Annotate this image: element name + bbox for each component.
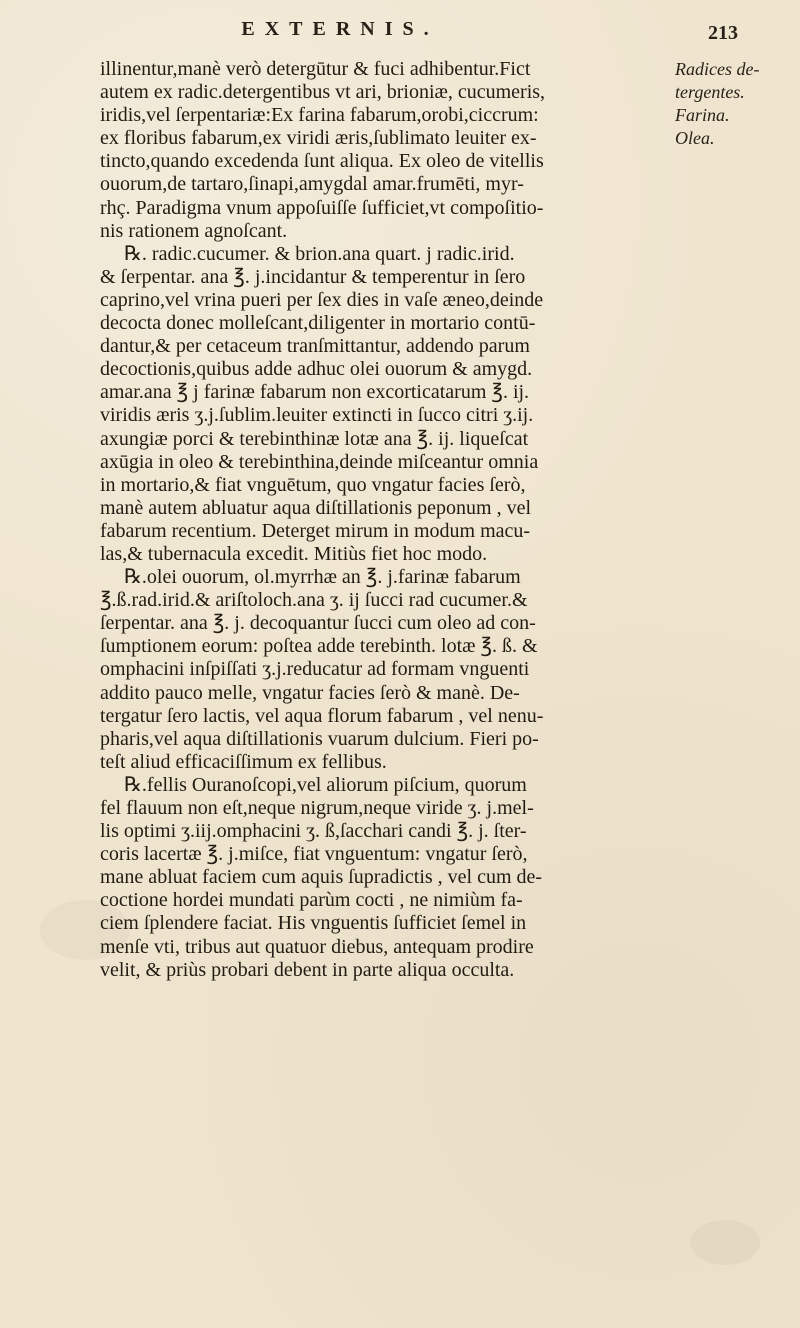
- text-line: omphacini inſpiſſati ʒ.j.reducatur ad formam vnguenti: [100, 658, 530, 681]
- text-line: ℞. radic.cucumer. & brion.ana quart. j radic.irid.: [124, 242, 515, 265]
- text-line: ex floribus fabarum,ex viridi æris,ſublimato leuiter ex-: [100, 127, 537, 150]
- text-line: las,& tubernacula excedit. Mitiùs fiet hoc modo.: [100, 542, 488, 565]
- text-line: ℞.fellis Ouranoſcopi,vel aliorum piſcium, quorum: [124, 773, 527, 796]
- margin-note-line: tergentes.: [675, 82, 745, 103]
- text-line: decocta donec molleſcant,diligenter in mortario contū-: [100, 312, 536, 335]
- text-line: & ſerpentar. ana ℥. j.incidantur & temperentur in ſero: [100, 265, 526, 288]
- text-line: axungiæ porci & terebinthinæ lotæ ana ℥. ij. liqueſcat: [100, 427, 529, 450]
- text-line: fel flauum non eſt,neque nigrum,neque viride ʒ. j.mel-: [100, 797, 534, 819]
- text-line: tergatur ſero lactis, vel aqua florum fabarum , vel nenu-: [100, 704, 544, 727]
- text-line: caprino,vel vrina pueri per ſex dies in vaſe æneo,deinde: [100, 288, 544, 311]
- text-line: decoctionis,quibus adde adhuc olei ouorum & amygd.: [100, 358, 533, 381]
- text-line: ℥.ß.rad.irid.& ariſtoloch.ana ʒ. ij ſucci rad cucumer.&: [100, 589, 528, 612]
- text-line: lis optimi ʒ.iij.omphacini ʒ. ß,ſacchari candi ℥. j. ſter-: [100, 820, 527, 843]
- margin-note-line: Olea.: [675, 128, 715, 149]
- text-line: fabarum recentium. Deterget mirum in modum macu-: [100, 519, 531, 542]
- page-number: 213: [708, 22, 738, 44]
- text-line: velit, & priùs probari debent in parte aliqua occulta.: [100, 958, 515, 981]
- text-line: pharis,vel aqua diſtillationis vuarum dulcium. Fieri po-: [100, 727, 539, 750]
- text-line: addito pauco melle, vngatur facies ſerò & manè. De-: [100, 681, 520, 704]
- text-line: ℞.olei ouorum, ol.myrrhæ an ℥. j.farinæ fabarum: [124, 566, 521, 589]
- main-text: [100, 58, 620, 982]
- text-line: ſumptionem eorum: poſtea adde terebinth. lotæ ℥. ß. &: [100, 635, 538, 658]
- text-line: ouorum,de tartaro,ſinapi,amygdal amar.frumēti, myr-: [100, 173, 524, 196]
- text-line: menſe vti, tribus aut quatuor diebus, antequam prodire: [100, 935, 534, 958]
- text-line: iridis,vel ſerpentariæ:Ex farina fabarum,orobi,ciccrum:: [100, 104, 539, 127]
- text-line: teſt aliud efficaciſſimum ex fellibus.: [100, 750, 387, 773]
- text-line: tincto,quando excedenda ſunt aliqua. Ex oleo de vitellis: [100, 150, 544, 173]
- text-line: manè autem abluatur aqua diſtillationis peponum , vel: [100, 496, 531, 519]
- text-line: ſerpentar. ana ℥. j. decoquantur ſucci cum oleo ad con-: [100, 612, 536, 635]
- text-line: mane abluat faciem cum aquis ſupradictis , vel cum de-: [100, 866, 543, 889]
- text-line: rhç. Paradigma vnum appoſuiſſe ſufficiet,vt compoſitio-: [100, 196, 544, 219]
- marginal-notes: [675, 58, 795, 150]
- text-line: coctione hordei mundati parùm cocti , ne nimiùm fa-: [100, 889, 523, 912]
- text-line: illinentur,manè verò detergūtur & fuci adhibentur.Fict: [100, 58, 531, 80]
- paper-stain: [690, 1220, 760, 1265]
- margin-note-line: Farina.: [675, 105, 730, 126]
- text-line: coris lacertæ ℥. j.miſce, fiat vnguentum: vngatur ſerò,: [100, 843, 528, 866]
- margin-note-line: Radices de-: [675, 59, 760, 79]
- running-title: EXTERNIS.: [241, 18, 439, 40]
- text-line: ciem ſplendere faciat. His vnguentis ſufficiet ſemel in: [100, 912, 527, 935]
- text-line: axūgia in oleo & terebinthina,deinde miſceantur omnia: [100, 450, 539, 473]
- text-line: amar.ana ℥ j farinæ fabarum non excorticatarum ℥. ij.: [100, 381, 530, 404]
- text-line: dantur,& per cetaceum tranſmittantur, addendo parum: [100, 335, 530, 358]
- text-line: in mortario,& fiat vnguētum, quo vngatur facies ſerò,: [100, 473, 526, 496]
- text-line: nis rationem agnoſcant.: [100, 219, 288, 242]
- text-line: autem ex radic.detergentibus vt ari, brioniæ, cucumeris,: [100, 81, 546, 104]
- text-line: viridis æris ʒ.j.ſublim.leuiter extincti in ſucco citri ʒ.ij.: [100, 404, 534, 427]
